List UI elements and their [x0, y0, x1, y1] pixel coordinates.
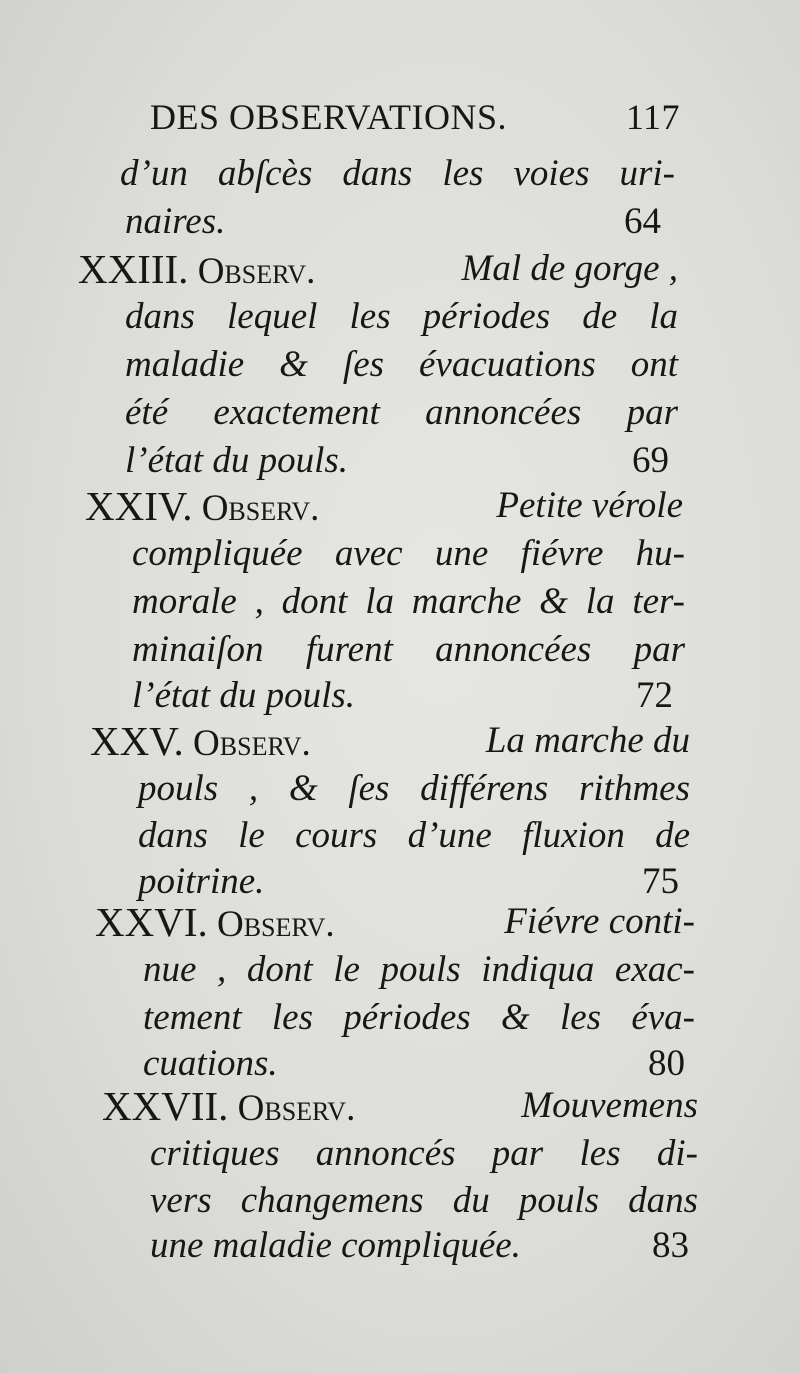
entry-heading [102, 1082, 698, 1133]
entry-title-start: La marche du [485, 720, 690, 761]
entry-line: compliquée avec une fiévre hu- [132, 533, 685, 574]
entry-line: dans lequel les périodes de la [125, 296, 678, 337]
entry-heading [90, 717, 690, 768]
entry-page-ref: 69 [632, 440, 669, 481]
entry-line: nue , dont le pouls indiqua exac- [143, 949, 695, 990]
entry-page-ref: 64 [624, 201, 661, 242]
entry-numeral: XXIV. [85, 483, 193, 529]
entry-line: l’état du pouls. [132, 675, 356, 716]
entry-page-ref: 72 [636, 675, 673, 716]
entry-heading [85, 482, 683, 533]
entry-line: minaiſon furent annoncées par [132, 629, 685, 670]
entry-label: Observ. [201, 488, 320, 529]
running-title: DES OBSERVATIONS. [150, 97, 508, 137]
entry-heading [95, 898, 695, 949]
entry-title-start: Mouvemens [521, 1085, 698, 1126]
entry-numeral: XXV. [90, 718, 184, 764]
entry-page-ref: 83 [652, 1225, 689, 1266]
entry-numeral: XXVII. [102, 1083, 229, 1129]
entry-label: Observ. [197, 251, 316, 292]
entry-line: une maladie compliquée. [150, 1225, 521, 1266]
entry-label: Observ. [193, 723, 311, 764]
entry-line: cuations. [143, 1043, 278, 1084]
entry-line: tement les périodes & les éva- [143, 997, 695, 1038]
entry-line: maladie & ſes évacuations ont [125, 344, 678, 385]
entry-title-start: Petite vérole [496, 485, 683, 526]
entry-line: pouls , & ſes différens rithmes [138, 768, 690, 809]
entry-line: d’un abſcès dans les voies uri- [120, 153, 675, 194]
entry-line: dans le cours d’une fluxion de [138, 815, 690, 856]
entry-line: critiques annoncés par les di- [150, 1133, 698, 1174]
entry-heading [78, 245, 678, 296]
entry-page-ref: 80 [648, 1043, 685, 1084]
running-header [150, 96, 680, 146]
page-number: 117 [625, 97, 680, 137]
entry-line: vers changemens du pouls dans [150, 1180, 698, 1221]
entry-numeral: XXVI. [95, 899, 208, 945]
entry-label: Observ. [237, 1088, 356, 1129]
entry-title-start: Mal de gorge , [461, 248, 678, 289]
entry-line: poitrine. [138, 861, 265, 902]
entry-title-start: Fiévre conti- [504, 901, 695, 942]
entry-line: l’état du pouls. [125, 440, 349, 481]
entry-line: naires. [125, 201, 226, 242]
entry-page-ref: 75 [642, 861, 679, 902]
entry-label: Observ. [216, 904, 335, 945]
entry-numeral: XXIII. [78, 246, 189, 292]
entry-line: morale , dont la marche & la ter- [132, 581, 685, 622]
entry-line: été exactement annoncées par [125, 392, 678, 433]
